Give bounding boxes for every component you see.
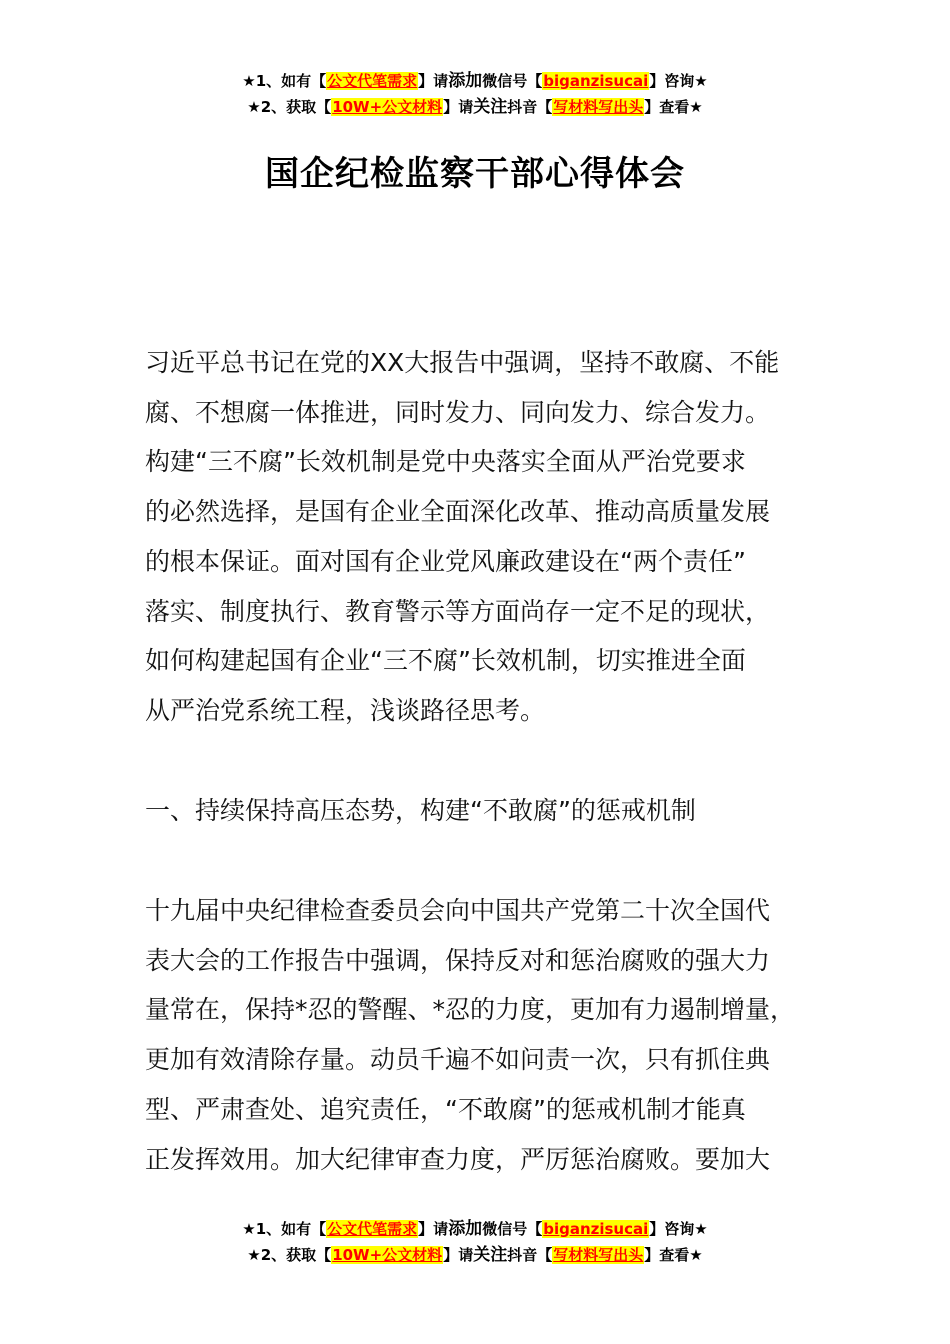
text-line: 型、严肃查处、追究责任，“不敢腐”的惩戒机制才能真: [145, 1094, 746, 1124]
promo-highlight-service: 公文代笔需求: [327, 72, 418, 90]
bottom-promo-banner: [0, 1216, 950, 1268]
promo-line-2: [0, 1242, 950, 1268]
promo-text: 微信号【: [482, 72, 543, 90]
text-line: 腐、不想腐一体推进，同时发力、同向发力、综合发力。: [145, 397, 771, 427]
text-line: 十九届中央纪律检查委员会向中国共产党第二十次全国代: [145, 896, 771, 925]
text-line: 量常在，保持*忍的警醒、*忍的力度，更加有力遏制增量，: [145, 995, 796, 1025]
text-line: 的必然选择，是国有企业全面深化改革、推动高质量发展: [145, 497, 771, 527]
promo-highlight-wechat-id: biganzisucai: [543, 1220, 649, 1238]
promo-highlight-materials: 10W+公文材料: [332, 1246, 443, 1264]
text-line: 落实、制度执行、教育警示等方面尚存一定不足的现状，: [145, 596, 771, 626]
promo-text: 】请: [443, 1246, 474, 1264]
promo-text: ★1、如有【: [242, 72, 327, 90]
promo-text: 微信号【: [482, 1220, 543, 1238]
promo-text: 】请: [443, 98, 474, 116]
text-line: 更加有效清除存量。动员千遍不如问责一次，只有抓住典: [145, 1045, 771, 1075]
promo-text: 抖音【: [507, 1246, 553, 1264]
promo-text: 】咨询★: [649, 72, 708, 90]
body-paragraph-2: [145, 886, 825, 1184]
promo-emphasis: 关注: [473, 1245, 508, 1265]
promo-text: 】请: [418, 72, 449, 90]
section-heading-1: 一、持续保持高压态势，构建“不敢腐”的惩戒机制: [145, 796, 696, 825]
text-line: 习近平总书记在党的XX大报告中强调，坚持不敢腐、不能: [145, 348, 780, 377]
promo-line-2: [0, 94, 950, 120]
promo-emphasis: 关注: [473, 97, 508, 117]
promo-highlight-materials: 10W+公文材料: [332, 98, 443, 116]
promo-highlight-wechat-id: biganzisucai: [543, 72, 649, 90]
text-line: 如何构建起国有企业“三不腐”长效机制，切实推进全面: [145, 646, 746, 676]
top-promo-banner: [0, 68, 950, 120]
promo-text: 】查看★: [644, 98, 703, 116]
body-paragraph-1: [145, 338, 825, 736]
promo-text: 】请: [418, 1220, 449, 1238]
promo-text: 抖音【: [507, 98, 553, 116]
text-line: 表大会的工作报告中强调，保持反对和惩治腐败的强大力: [145, 945, 771, 975]
promo-emphasis: 添加: [448, 71, 483, 91]
promo-text: 】查看★: [644, 1246, 703, 1264]
promo-text: 】咨询★: [649, 1220, 708, 1238]
promo-line-1: [0, 68, 950, 94]
promo-line-1: [0, 1216, 950, 1242]
promo-highlight-douyin: 写材料写出头: [553, 98, 644, 116]
document-title: 国企纪检监察干部心得体会: [265, 154, 685, 194]
promo-text: ★1、如有【: [242, 1220, 327, 1238]
promo-highlight-service: 公文代笔需求: [327, 1220, 418, 1238]
promo-highlight-douyin: 写材料写出头: [553, 1246, 644, 1264]
promo-emphasis: 添加: [448, 1219, 483, 1239]
text-line: 从严治党系统工程，浅谈路径思考。: [145, 695, 546, 725]
text-line: 的根本保证。面对国有企业党风廉政建设在“两个责任”: [145, 546, 746, 576]
promo-text: ★2、获取【: [247, 98, 332, 116]
promo-text: ★2、获取【: [247, 1246, 332, 1264]
text-line: 正发挥效用。加大纪律审查力度，严厉惩治腐败。要加大: [145, 1144, 771, 1174]
text-line: 构建“三不腐”长效机制是党中央落实全面从严治党要求: [145, 447, 746, 477]
